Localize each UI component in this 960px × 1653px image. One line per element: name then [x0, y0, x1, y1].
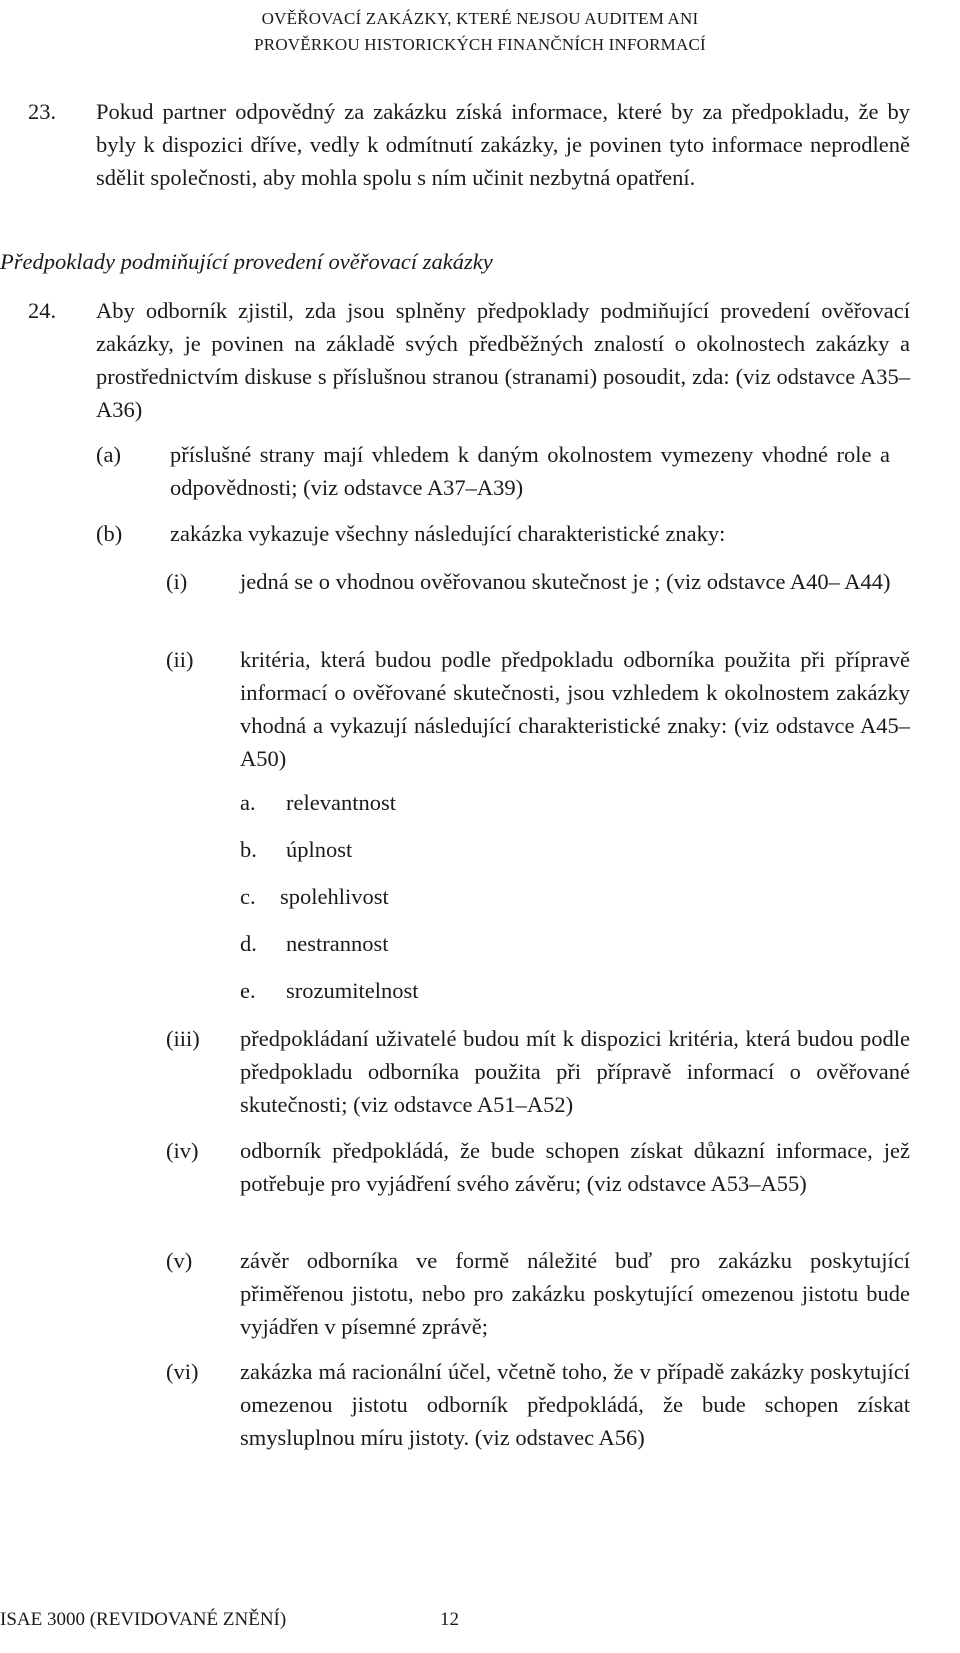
criterion-text: srozumitelnost	[286, 978, 419, 1003]
item-iv-text: odborník předpokládá, že bude schopen získat důkazní informace, jež potřebuje pro vyjádření svého závěru; (viz odstavce A53–A55)	[240, 1138, 910, 1196]
criterion-text: úplnost	[286, 837, 353, 862]
item-ii-text: kritéria, která budou podle předpokladu odborníka použita při přípravě informací o ověřované skutečnosti, jsou vzhledem k okolnostem zakázky vhodná a vykazují následující charakteristické znaky: (viz odstavce A45–A50)	[240, 647, 910, 771]
item-i-text: jedná se o vhodnou ověřovanou skutečnost je ; (viz odstavce A40– A44)	[240, 569, 891, 594]
criterion-label: c.	[240, 884, 256, 909]
criterion-text: spolehlivost	[280, 884, 389, 909]
item-a-text: příslušné strany mají vhledem k daným okolnostem vymezeny vhodné role a odpovědnosti; (viz odstavce A37–A39)	[170, 442, 890, 500]
footer-document-title: ISAE 3000 (REVIDOVANÉ ZNĚNÍ)	[0, 1609, 287, 1630]
item-iii-label: (iii)	[166, 1026, 200, 1051]
item-ii-label: (ii)	[166, 647, 194, 672]
paragraph-23-text: Pokud partner odpovědný za zakázku získá informace, které by za předpokladu, že by byly k dispozici dříve, vedly k odmítnutí zakázky, je povinen tyto informace neprodleně sdělit společnosti, aby mohla spolu s ním učinit nezbytná opatření.	[96, 99, 910, 190]
item-vi-label: (vi)	[166, 1359, 199, 1384]
page-footer	[0, 1607, 459, 1633]
criterion-label: b.	[240, 837, 257, 862]
item-iv-label: (iv)	[166, 1138, 199, 1163]
paragraph-number-24: 24.	[28, 298, 57, 323]
item-v-text: závěr odborníka ve formě náležité buď pro zakázku poskytující přiměřenou jistotu, nebo pro zakázku poskytující omezenou jistotu bude vyjádřen v písemné zprávě;	[240, 1248, 910, 1339]
header-line-2: PROVĚRKOU HISTORICKÝCH FINANČNÍCH INFORMACÍ	[254, 35, 706, 54]
criterion-label: d.	[240, 931, 257, 956]
paragraph-number-23: 23.	[28, 99, 57, 124]
item-b-text: zakázka vykazuje všechny následující charakteristické znaky:	[170, 521, 726, 546]
section-heading: Předpoklady podmiňující provedení ověřovací zakázky	[0, 249, 493, 274]
item-v-label: (v)	[166, 1248, 193, 1273]
item-a-label: (a)	[96, 442, 121, 467]
item-vi-text: zakázka má racionální účel, včetně toho, že v případě zakázky poskytující omezenou jistotu odborník předpokládá, že bude schopen získat smysluplnou míru jistoty. (viz odstavec A56)	[240, 1359, 910, 1450]
criterion-text: nestrannost	[286, 931, 389, 956]
criterion-label: e.	[240, 978, 256, 1003]
page-number: 12	[440, 1609, 459, 1630]
running-header	[0, 6, 960, 58]
item-i-label: (i)	[166, 569, 188, 594]
item-iii-text: předpokládaní uživatelé budou mít k dispozici kritéria, která budou podle předpokladu odborníka použita při přípravě informací o ověřované skutečnosti; (viz odstavce A51–A52)	[240, 1026, 910, 1117]
header-line-1: OVĚŘOVACÍ ZAKÁZKY, KTERÉ NEJSOU AUDITEM ANI	[261, 9, 699, 28]
item-b-label: (b)	[96, 521, 123, 546]
criterion-text: relevantnost	[286, 790, 396, 815]
criterion-label: a.	[240, 790, 256, 815]
paragraph-24-text: Aby odborník zjistil, zda jsou splněny předpoklady podmiňující provedení ověřovací zakázky, je povinen na základě svých předběžných znalostí o okolnostech zakázky a prostřednictvím diskuse s příslušnou stranou (stranami) posoudit, zda: (viz odstavce A35–A36)	[96, 298, 910, 422]
